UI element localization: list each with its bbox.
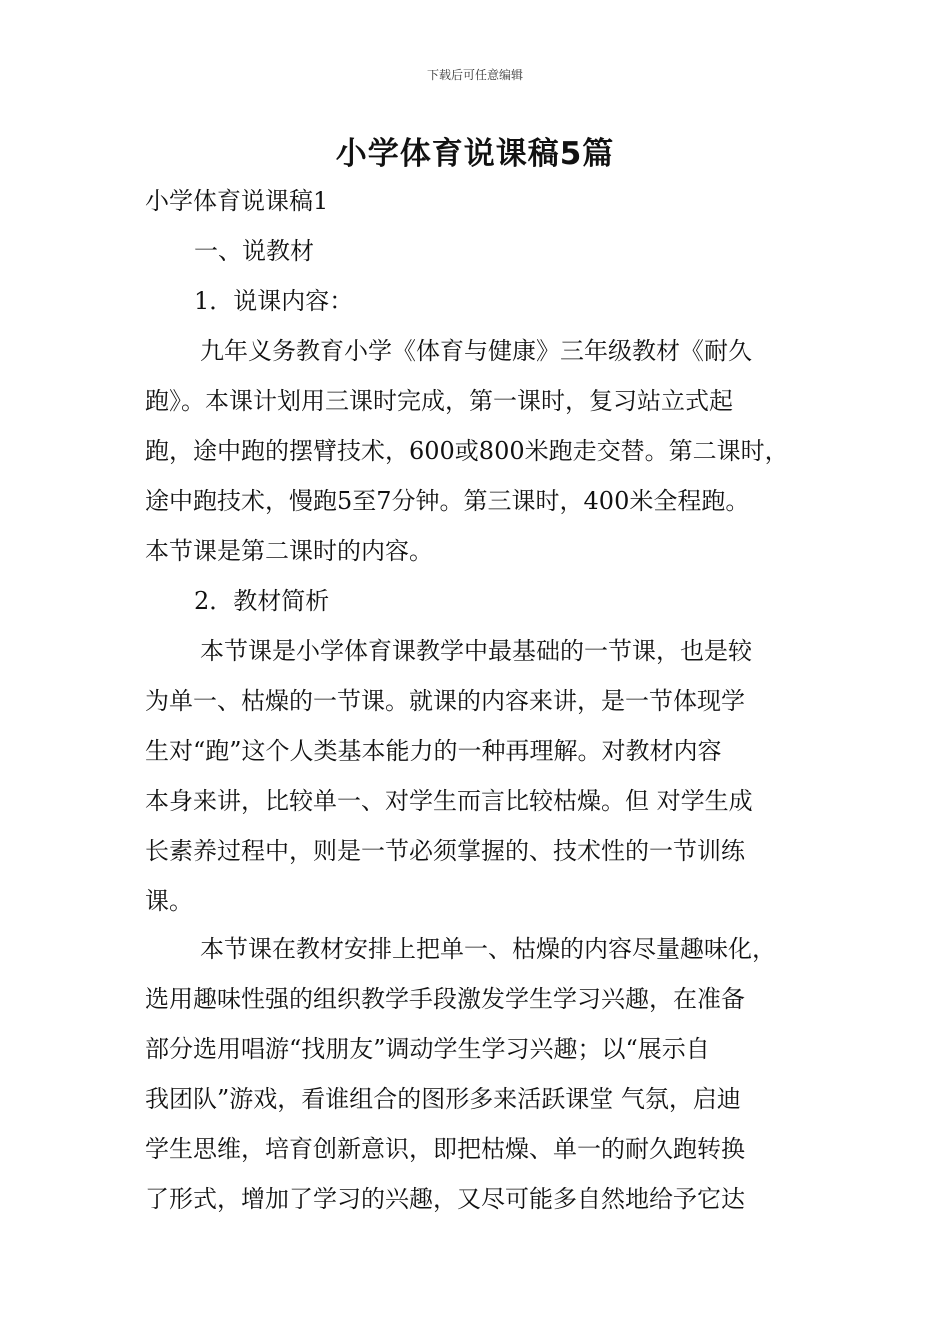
paragraph-line: 途中跑技术，慢跑5至7分钟。第三课时，400米全程跑。 bbox=[145, 487, 750, 515]
item-heading: 1．说课内容： bbox=[194, 287, 354, 315]
paragraph-line: 九年义务教育小学《体育与健康》三年级教材《耐久 bbox=[200, 337, 752, 365]
paragraph-line: 选用趣味性强的组织教学手段激发学生学习兴趣，在准备 bbox=[145, 985, 745, 1013]
paragraph-line: 长素养过程中，则是一节必须掌握的、技术性的一节训练 bbox=[145, 837, 745, 865]
subsection-heading: 一、说教材 bbox=[194, 237, 314, 265]
paragraph-line: 我团队”游戏，看谁组合的图形多来活跃课堂 气氛，启迪 bbox=[145, 1085, 741, 1113]
header-note: 下载后可任意编辑 bbox=[426, 68, 523, 82]
section-heading: 小学体育说课稿1 bbox=[145, 187, 329, 215]
paragraph-line: 本身来讲，比较单一、对学生而言比较枯燥。但 对学生成 bbox=[145, 787, 753, 815]
paragraph-line: 本节课在教材安排上把单一、枯燥的内容尽量趣味化， bbox=[200, 935, 776, 963]
item-heading: 2．教材简析 bbox=[194, 587, 330, 615]
paragraph-line: 为单一、枯燥的一节课。就课的内容来讲，是一节体现学 bbox=[145, 687, 745, 715]
paragraph-line: 了形式，增加了学习的兴趣，又尽可能多自然地给予它达 bbox=[145, 1185, 745, 1213]
document-title: 小学体育说课稿5篇 bbox=[335, 136, 615, 172]
paragraph-line: 本节课是第二课时的内容。 bbox=[145, 537, 433, 565]
paragraph-line: 课。 bbox=[145, 887, 193, 915]
paragraph-line: 部分选用唱游“找朋友”调动学生学习兴趣；以“展示自 bbox=[145, 1035, 710, 1063]
paragraph-line: 跑》。本课计划用三课时完成，第一课时，复习站立式起 bbox=[145, 387, 733, 415]
paragraph-line: 跑，途中跑的摆臂技术，600或800米跑走交替。第二课时， bbox=[145, 437, 789, 465]
paragraph-line: 本节课是小学体育课教学中最基础的一节课，也是较 bbox=[200, 637, 752, 665]
paragraph-line: 学生思维，培育创新意识，即把枯燥、单一的耐久跑转换 bbox=[145, 1135, 745, 1163]
paragraph-line: 生对“跑”这个人类基本能力的一种再理解。对教材内容 bbox=[145, 737, 722, 765]
